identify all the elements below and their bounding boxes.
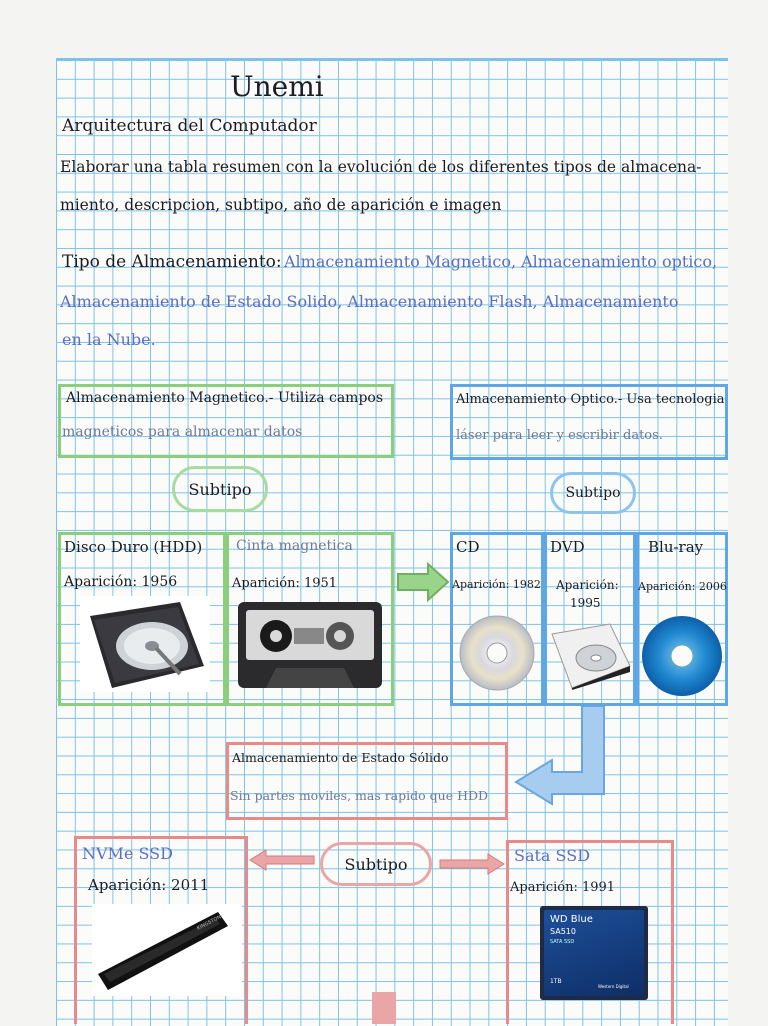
cd-disc-image [458,614,536,692]
tape-name: Cinta magnetica [236,538,353,554]
red-arrow-right-icon [438,852,506,876]
nvme-product-brand: KINGSTON [196,914,223,932]
red-arrow-stub [372,992,396,1024]
subject-line: Arquitectura del Computador [62,116,317,136]
hdd-name: Disco Duro (HDD) [64,538,203,556]
optical-subtipo-cloud [550,472,636,514]
magnetic-desc-line-1: Almacenamiento Magnetico.- Utiliza campos [66,390,384,406]
nvme-year: Aparición: 2011 [88,876,210,894]
ssd-desc-line-2: Sin partes moviles, mas rapido que HDD [230,788,489,803]
bluray-disc-image [640,614,724,698]
sata-product-model: SA510 [550,927,576,936]
page-title: Unemi [230,70,324,103]
cd-name: CD [456,538,480,556]
magnetic-subtipo-label: Subtipo [188,479,252,499]
sata-product-sub: SATA SSD [550,939,575,945]
sata-product-brand: WD Blue [550,914,593,925]
hdd-image [80,596,210,692]
sata-year: Aparición: 1991 [510,880,616,895]
ssd-subtipo-label: Subtipo [344,854,408,874]
nvme-name: NVMe SSD [82,844,173,863]
hdd-year: Aparición: 1956 [64,574,178,590]
magnetic-subtipo-cloud [172,466,268,512]
dvd-name: DVD [550,538,585,556]
dvd-year-value: 1995 [570,596,601,610]
instruction-line-1: Elaborar una tabla resumen con la evolución de los diferentes tipos de almacena- [60,158,702,176]
ssd-subtipo-cloud [320,842,432,886]
cassette-tape-image [236,598,384,692]
sata-product-maker: Western Digital [598,984,629,989]
storage-types-line-1: Almacenamiento Magnetico, Almacenamiento optico, [284,252,718,271]
optical-desc-line-1: Almacenamiento Optico.- Usa tecnologia [456,392,725,407]
sata-ssd-image [540,906,648,1000]
ssd-desc-line-1: Almacenamiento de Estado Sólido [232,750,449,765]
optical-desc-line-2: láser para leer y escribir datos. [456,428,663,443]
storage-types-line-2: Almacenamiento de Estado Solido, Almacenamiento Flash, Almacenamiento [60,292,679,311]
sata-name: Sata SSD [514,846,591,865]
sata-product-capacity: 1TB [550,978,562,985]
dvd-player-image [550,622,632,690]
instruction-line-2: miento, descripcion, subtipo, año de aparición e imagen [60,196,502,214]
green-arrow-icon [396,562,450,602]
cd-year: Aparición: 1982 [452,578,541,591]
dvd-year-label: Aparición: [556,578,619,592]
optical-subtipo-label: Subtipo [565,485,621,501]
tape-year: Aparición: 1951 [232,576,338,591]
storage-types-label: Tipo de Almacenamiento: [62,252,282,272]
blue-arrow-icon [512,706,612,806]
bluray-year: Aparición: 2006 [638,580,727,593]
nvme-ssd-image [92,904,242,996]
red-arrow-left-icon [248,848,316,872]
storage-types-line-3: en la Nube. [62,330,156,349]
bluray-name: Blu-ray [648,538,704,556]
magnetic-desc-line-2: magneticos para almacenar datos [62,424,303,440]
